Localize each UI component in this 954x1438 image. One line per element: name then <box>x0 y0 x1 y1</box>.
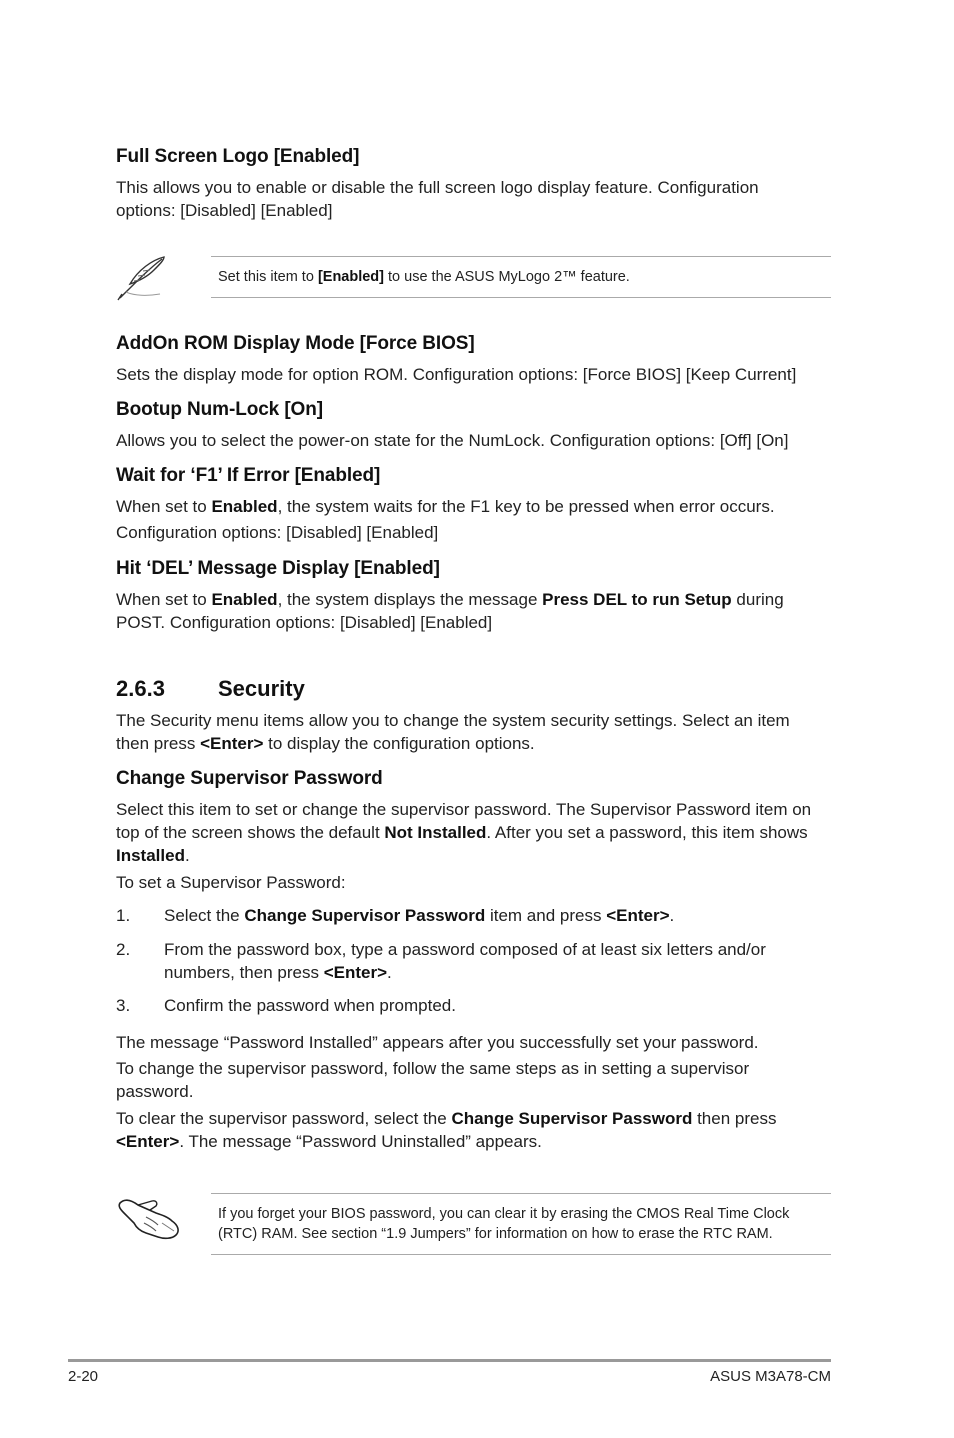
text-password-installed: The message “Password Installed” appears after you successfully set your password. <box>116 1033 759 1052</box>
step-text <box>164 904 824 927</box>
list-item <box>116 938 836 984</box>
product-name: ASUS M3A78-CM <box>710 1368 831 1385</box>
text-to-clear <box>116 1107 816 1153</box>
step-1-bold1: Change Supervisor Password <box>244 906 486 925</box>
text-change-p1: Select this item to set or change the supervisor password. The Supervisor Password item on top of the screen shows the default <box>116 800 812 842</box>
text-change-p3: . <box>184 846 190 865</box>
text-clear-bold2: <Enter> <box>116 1132 180 1151</box>
note-mylogo-bold: [Enabled] <box>317 269 384 285</box>
note-mylogo-suffix: to use the ASUS MyLogo 2™ feature. <box>384 269 630 285</box>
step-number: 3. <box>116 996 131 1015</box>
step-text: Confirm the password when prompted. <box>164 996 456 1015</box>
list-item <box>116 904 836 927</box>
step-2-prefix: From the password box, type a password composed of at least six letters and/or numbers, then press <box>164 940 766 982</box>
heading-hit-del: Hit ‘DEL’ Message Display [Enabled] <box>116 558 440 579</box>
text-security-intro <box>116 709 816 755</box>
heading-full-screen-logo: Full Screen Logo [Enabled] <box>116 146 360 167</box>
text-security-intro-prefix: The Security menu items allow you to change the system security settings. Select an item then press <box>116 711 790 753</box>
feather-pen-icon <box>114 254 170 307</box>
step-text <box>164 938 789 984</box>
step-number: 2. <box>116 940 131 959</box>
text-to-change: To change the supervisor password, follow the same steps as in setting a supervisor password. <box>116 1059 750 1101</box>
section-number: 2.6.3 <box>116 676 165 701</box>
text-security-intro-suffix: to display the configuration options. <box>263 734 535 753</box>
text-clear-suffix: . The message “Password Uninstalled” appears. <box>179 1132 542 1151</box>
page-number: 2-20 <box>68 1368 99 1385</box>
text-security-intro-bold: <Enter> <box>200 734 264 753</box>
heading-bootup-numlock: Bootup Num-Lock [On] <box>116 399 323 420</box>
text-clear-middle: then press <box>692 1109 777 1128</box>
step-1-prefix: Select the <box>164 906 245 925</box>
note-mylogo <box>211 256 831 298</box>
note-bios-password <box>211 1193 831 1255</box>
text-hit-del-bold2: Press DEL to run Setup <box>542 590 732 609</box>
step-1-suffix: . <box>669 906 675 925</box>
heading-addon-rom: AddOn ROM Display Mode [Force BIOS] <box>116 333 475 354</box>
note-mylogo-prefix: Set this item to <box>218 269 318 285</box>
text-change-supervisor <box>116 798 832 867</box>
heading-wait-f1: Wait for ‘F1’ If Error [Enabled] <box>116 465 381 486</box>
text-hit-del-bold1: Enabled <box>211 590 278 609</box>
footer-divider <box>68 1359 831 1362</box>
list-item <box>116 994 836 1017</box>
text-change-b2: Installed <box>116 846 185 865</box>
step-1-bold2: <Enter> <box>606 906 670 925</box>
step-2-suffix: . <box>387 963 392 982</box>
text-wait-f1-line1 <box>116 495 836 518</box>
text-hit-del-middle: , the system displays the message <box>277 590 543 609</box>
pointing-hand-icon <box>116 1193 182 1248</box>
text-clear-bold1: Change Supervisor Password <box>451 1109 693 1128</box>
text-change-p2: . After you set a password, this item shows <box>486 823 808 842</box>
note-bios-password-text: If you forget your BIOS password, you can clear it by erasing the CMOS Real Time Clock (RTC) RAM. See section “1.9 Jumpers” for information on how to erase the RTC RAM. <box>218 1206 790 1242</box>
text-wait-f1-bold: Enabled <box>211 497 278 516</box>
step-number: 1. <box>116 906 131 925</box>
text-hit-del-suffix: during POST. Configuration options: [Disabled] [Enabled] <box>116 590 784 632</box>
text-change-b1: Not Installed <box>384 823 487 842</box>
section-title: Security <box>218 676 305 701</box>
text-full-screen-logo: This allows you to enable or disable the full screen logo display feature. Configuration options: [Disabled] [Enabled] <box>116 178 759 220</box>
text-bootup-numlock: Allows you to select the power-on state for the NumLock. Configuration options: [Off] [On] <box>116 431 789 450</box>
text-clear-prefix: To clear the supervisor password, select the <box>116 1109 452 1128</box>
step-1-middle: item and press <box>485 906 607 925</box>
text-hit-del <box>116 588 816 634</box>
heading-change-supervisor: Change Supervisor Password <box>116 768 383 789</box>
text-wait-f1-line2: Configuration options: [Disabled] [Enabled] <box>116 523 439 542</box>
text-hit-del-prefix: When set to <box>116 590 212 609</box>
text-wait-f1-prefix: When set to <box>116 497 212 516</box>
text-wait-f1-suffix: , the system waits for the F1 key to be pressed when error occurs. <box>277 497 775 516</box>
text-addon-rom: Sets the display mode for option ROM. Configuration options: [Force BIOS] [Keep Current] <box>116 365 797 384</box>
step-2-bold1: <Enter> <box>323 963 388 982</box>
text-to-set: To set a Supervisor Password: <box>116 873 346 892</box>
